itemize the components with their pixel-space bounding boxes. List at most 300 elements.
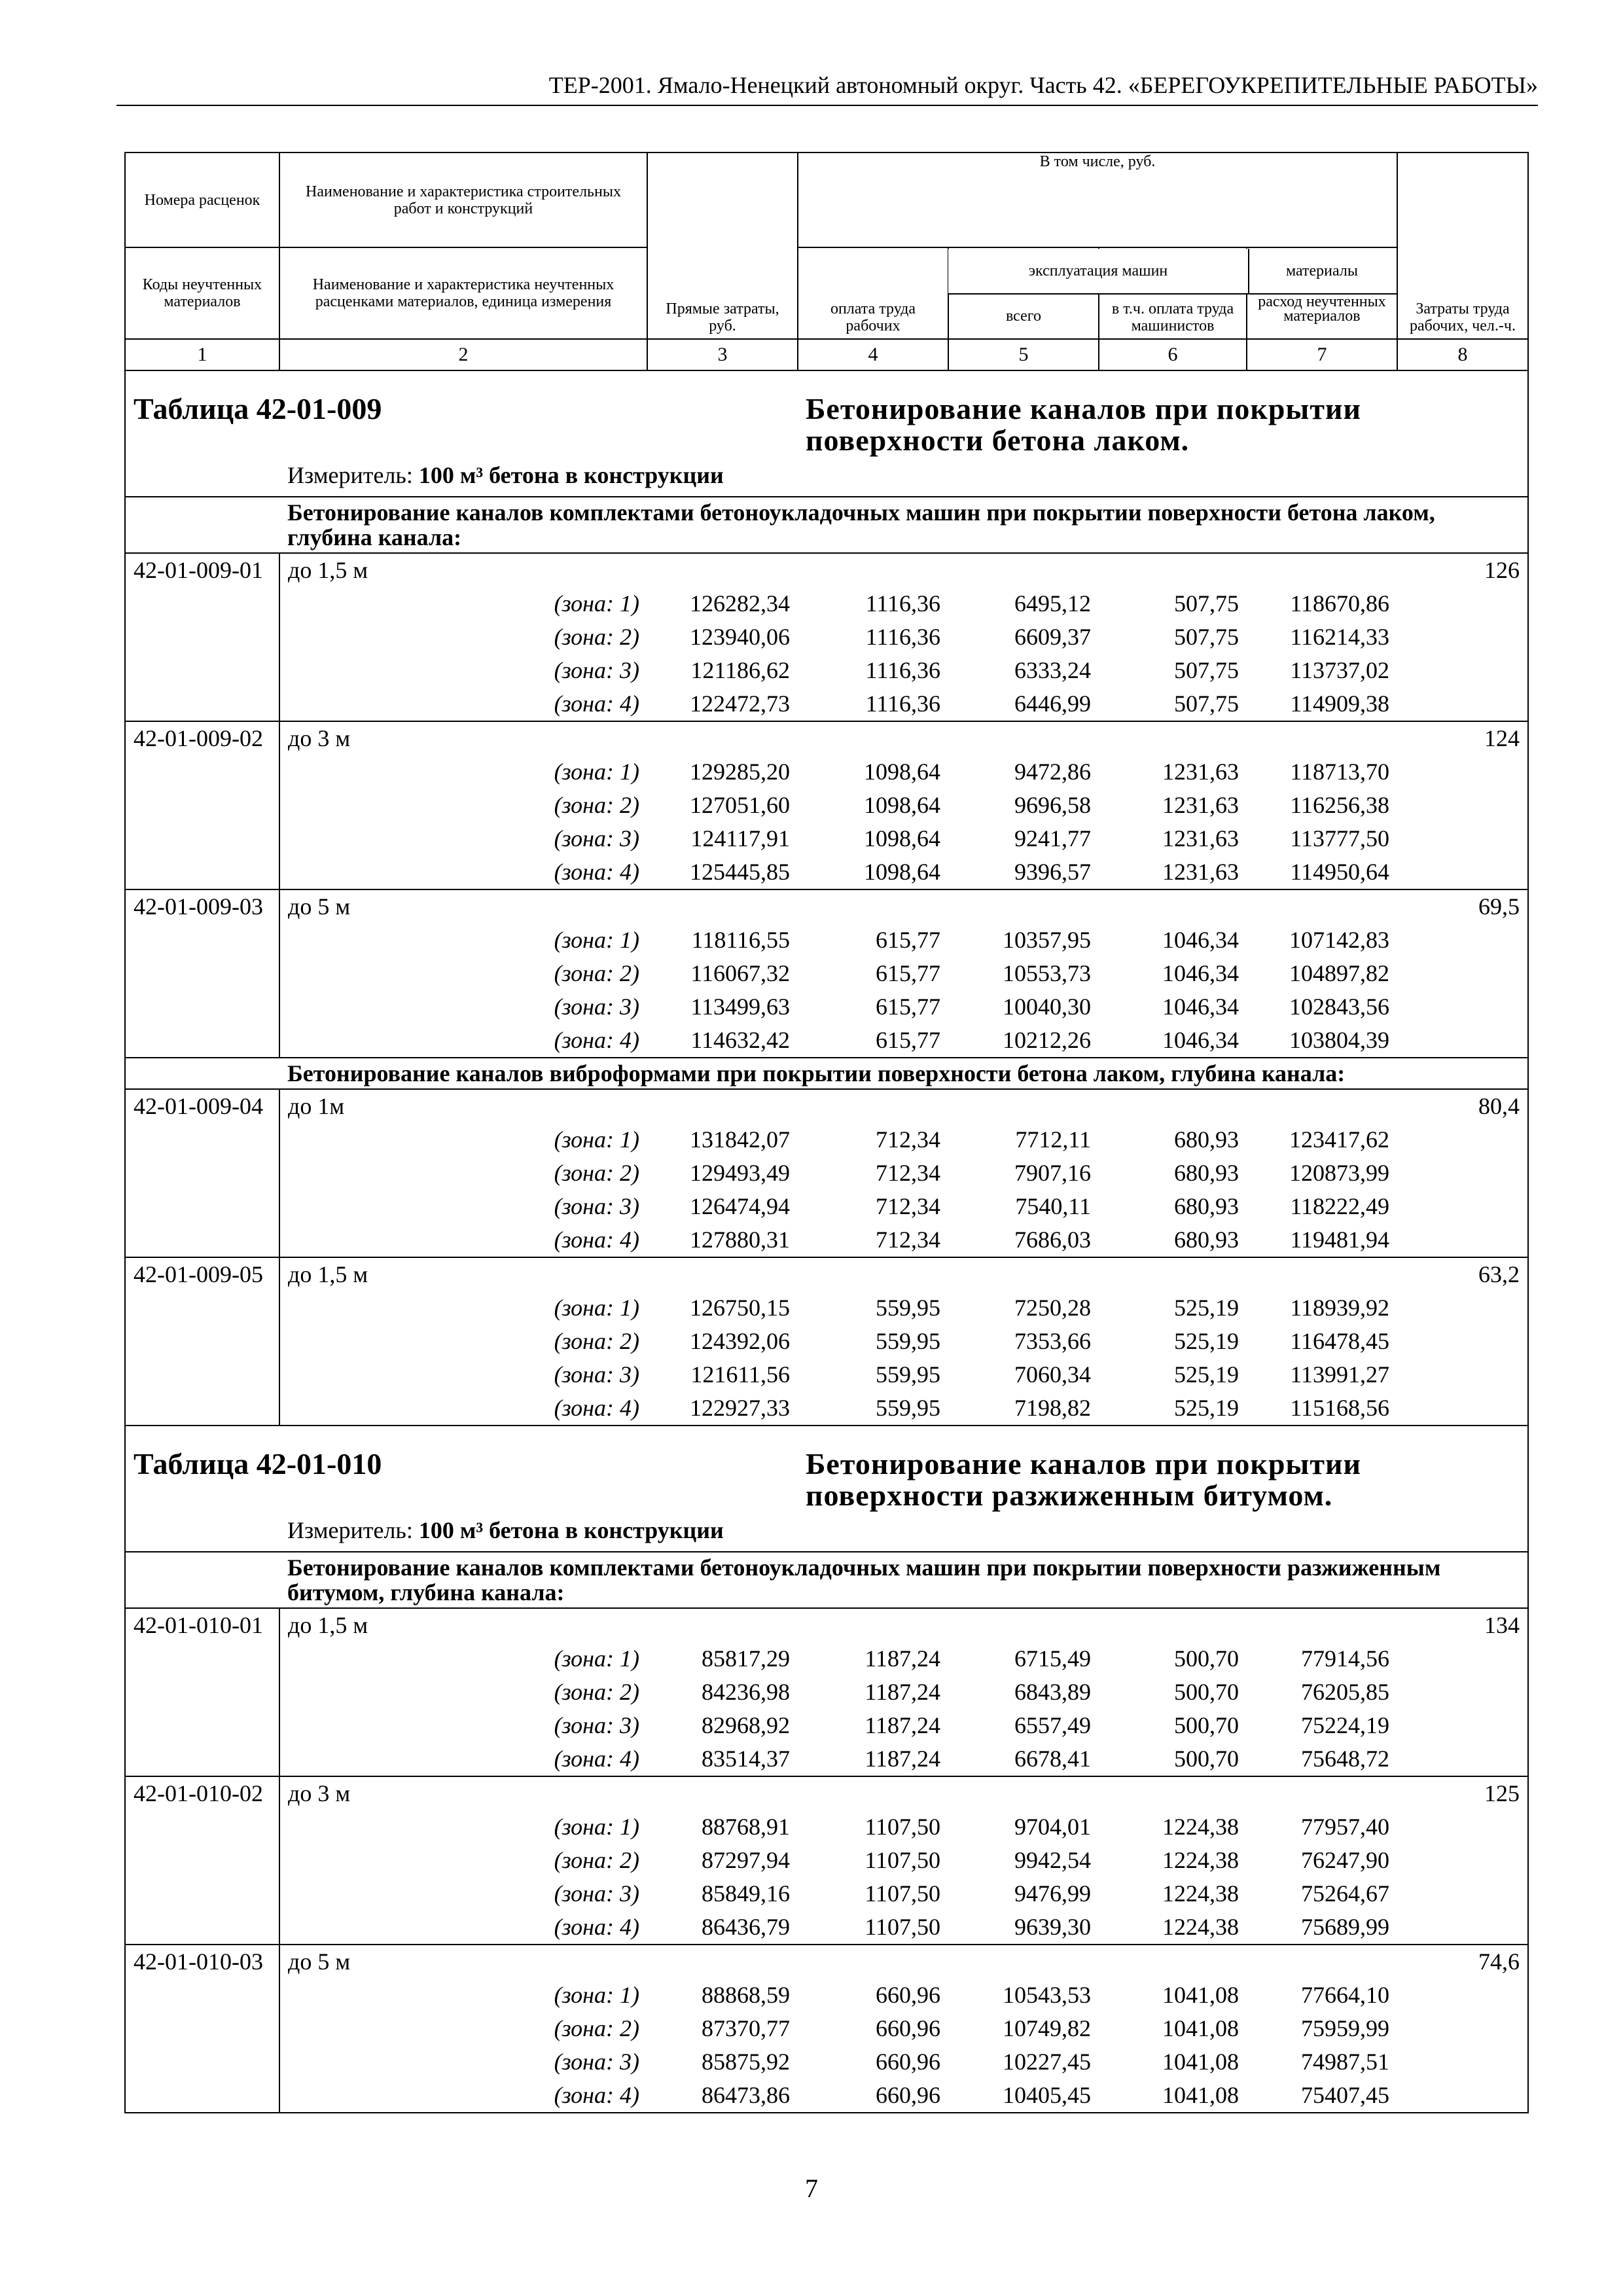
materials-cost: 118670,86 bbox=[1290, 590, 1389, 617]
machines-total: 9704,01 bbox=[1014, 1814, 1091, 1840]
materials-cost: 74987,51 bbox=[1301, 2049, 1389, 2075]
zone-row bbox=[125, 2079, 1528, 2113]
zone-row bbox=[125, 755, 1528, 789]
rate-code: 42-01-009-01 bbox=[125, 553, 279, 587]
machines-total: 9396,57 bbox=[1014, 859, 1091, 885]
rate-row bbox=[125, 1945, 1528, 1979]
code-spacer bbox=[125, 654, 279, 687]
labor-spacer bbox=[1397, 822, 1528, 855]
machinist-pay: 507,75 bbox=[1174, 590, 1239, 617]
rates-table bbox=[124, 152, 1529, 2113]
group-spacer bbox=[125, 497, 279, 553]
machines-total: 6843,89 bbox=[1014, 1679, 1091, 1705]
empty-cell bbox=[798, 1945, 948, 1979]
unit-spacer bbox=[125, 459, 279, 497]
code-spacer bbox=[125, 1024, 279, 1058]
labor-spacer bbox=[1397, 1709, 1528, 1742]
worker-pay: 559,95 bbox=[876, 1361, 940, 1388]
labor-spacer bbox=[1397, 1391, 1528, 1426]
empty-cell bbox=[1247, 1257, 1397, 1291]
worker-pay: 660,96 bbox=[876, 2049, 940, 2075]
zone-row bbox=[125, 1979, 1528, 2012]
zone-label: (зона: 2) bbox=[554, 792, 639, 818]
materials-cost: 116214,33 bbox=[1290, 624, 1389, 650]
col-header-machines-total bbox=[948, 247, 1168, 339]
materials-cost: 114909,38 bbox=[1290, 691, 1389, 717]
worker-pay: 1098,64 bbox=[864, 859, 940, 885]
machinist-pay: 525,19 bbox=[1174, 1328, 1239, 1354]
rate-code: 42-01-009-03 bbox=[125, 889, 279, 924]
zone-label: (зона: 1) bbox=[554, 1126, 639, 1153]
labor-costs: 63,2 bbox=[1397, 1257, 1528, 1291]
column-number: 6 bbox=[1099, 339, 1247, 370]
group-title: Бетонирование каналов виброформами при покрытии поверхности бетона лаком, глубина канала: bbox=[279, 1058, 1528, 1089]
zone-row bbox=[125, 1877, 1528, 1910]
machines-total: 6678,41 bbox=[1014, 1746, 1091, 1772]
page-number: 7 bbox=[805, 2174, 818, 2203]
empty-cell bbox=[798, 1089, 948, 1123]
materials-cost: 102843,56 bbox=[1289, 994, 1389, 1020]
worker-pay: 660,96 bbox=[876, 1982, 940, 2008]
machines-total: 7353,66 bbox=[1014, 1328, 1091, 1354]
empty-cell bbox=[1247, 1945, 1397, 1979]
labor-spacer bbox=[1397, 957, 1528, 990]
rate-name: до 3 м bbox=[279, 721, 647, 755]
empty-cell bbox=[647, 1776, 798, 1810]
header-title: ТЕР-2001. Ямало-Ненецкий автономный округ. Часть 42. «БЕРЕГОУКРЕПИТЕЛЬНЫЕ РАБОТЫ» bbox=[548, 72, 1538, 98]
machines-total: 10543,53 bbox=[1003, 1982, 1091, 2008]
zone-row bbox=[125, 2012, 1528, 2045]
machines-total: 7907,16 bbox=[1014, 1160, 1091, 1186]
machines-total: 6715,49 bbox=[1014, 1645, 1091, 1672]
group-heading-row bbox=[125, 1058, 1528, 1089]
worker-pay: 1098,64 bbox=[864, 792, 940, 818]
empty-cell bbox=[1099, 1089, 1247, 1123]
zone-label: (зона: 2) bbox=[554, 1160, 639, 1186]
machinist-pay: 680,93 bbox=[1174, 1126, 1239, 1153]
unit-label: Измеритель: bbox=[287, 1517, 413, 1543]
code-spacer bbox=[125, 1979, 279, 2012]
rate-code: 42-01-010-01 bbox=[125, 1608, 279, 1642]
table-unit-row bbox=[125, 459, 1528, 497]
machinist-pay: 500,70 bbox=[1174, 1645, 1239, 1672]
worker-pay: 1116,36 bbox=[865, 657, 940, 683]
code-spacer bbox=[125, 2045, 279, 2079]
column-number: 1 bbox=[125, 339, 279, 370]
machines-total: 10040,30 bbox=[1003, 994, 1091, 1020]
code-spacer bbox=[125, 620, 279, 654]
table-unit-row bbox=[125, 1514, 1528, 1552]
empty-cell bbox=[647, 1089, 798, 1123]
machinist-pay: 1041,08 bbox=[1162, 2049, 1239, 2075]
empty-cell bbox=[647, 721, 798, 755]
materials-cost: 77664,10 bbox=[1301, 1982, 1389, 2008]
rate-row bbox=[125, 889, 1528, 924]
materials-cost: 113737,02 bbox=[1290, 657, 1389, 683]
direct-costs: 124117,91 bbox=[690, 825, 790, 852]
machinist-pay: 1224,38 bbox=[1162, 1847, 1239, 1873]
empty-cell bbox=[948, 1608, 1099, 1642]
code-spacer bbox=[125, 1123, 279, 1157]
machines-total: 7712,11 bbox=[1015, 1126, 1091, 1153]
worker-pay: 559,95 bbox=[876, 1328, 940, 1354]
unit-value: 100 м³ бетона в конструкции bbox=[418, 462, 724, 488]
worker-pay: 615,77 bbox=[876, 994, 940, 1020]
labor-spacer bbox=[1397, 587, 1528, 620]
empty-cell bbox=[798, 1608, 948, 1642]
empty-cell bbox=[798, 1776, 948, 1810]
column-number: 7 bbox=[1247, 339, 1397, 370]
direct-costs: 125445,85 bbox=[690, 859, 790, 885]
zone-label: (зона: 4) bbox=[554, 1027, 639, 1053]
worker-pay: 660,96 bbox=[876, 2015, 940, 2041]
labor-spacer bbox=[1397, 990, 1528, 1024]
zone-row bbox=[125, 1391, 1528, 1426]
zone-row bbox=[125, 1642, 1528, 1676]
worker-pay: 712,34 bbox=[876, 1160, 940, 1186]
labor-costs: 124 bbox=[1397, 721, 1528, 755]
zone-row bbox=[125, 1742, 1528, 1776]
labor-costs: 126 bbox=[1397, 553, 1528, 587]
labor-spacer bbox=[1397, 620, 1528, 654]
rate-name: до 1,5 м bbox=[279, 1608, 647, 1642]
rate-code: 42-01-009-04 bbox=[125, 1089, 279, 1123]
machines-total: 10357,95 bbox=[1003, 927, 1091, 953]
empty-cell bbox=[798, 721, 948, 755]
rate-row bbox=[125, 1089, 1528, 1123]
zone-label: (зона: 2) bbox=[554, 1847, 639, 1873]
machinist-pay: 680,93 bbox=[1174, 1160, 1239, 1186]
zone-row bbox=[125, 1157, 1528, 1190]
direct-costs: 85817,29 bbox=[702, 1645, 790, 1672]
labor-spacer bbox=[1397, 654, 1528, 687]
code-spacer bbox=[125, 1325, 279, 1358]
materials-cost: 75648,72 bbox=[1301, 1746, 1389, 1772]
direct-costs: 121611,56 bbox=[690, 1361, 790, 1388]
zone-label: (зона: 3) bbox=[554, 657, 639, 683]
col-header-material-codes: Коды неучтенных материалов bbox=[125, 247, 279, 339]
machinist-pay: 1041,08 bbox=[1099, 2079, 1247, 2113]
zone-label: (зона: 3) bbox=[554, 1712, 639, 1738]
materials-cost: 114950,64 bbox=[1290, 859, 1389, 885]
table-number: Таблица 42-01-009 bbox=[125, 370, 798, 459]
materials-cost: 75407,45 bbox=[1247, 2079, 1397, 2113]
materials-cost: 118713,70 bbox=[1290, 759, 1389, 785]
worker-pay: 615,77 bbox=[876, 927, 940, 953]
group-title: Бетонирование каналов комплектами бетоноукладочных машин при покрытии поверхности бетона лаком, глубина канала: bbox=[279, 497, 1528, 553]
code-spacer bbox=[125, 687, 279, 721]
worker-pay: 1098,64 bbox=[864, 759, 940, 785]
machinist-pay: 507,75 bbox=[1174, 624, 1239, 650]
zone-row bbox=[125, 1223, 1528, 1257]
column-number: 4 bbox=[798, 339, 948, 370]
zone-row bbox=[125, 654, 1528, 687]
unit-label: Измеритель: bbox=[287, 462, 413, 488]
empty-cell bbox=[647, 1608, 798, 1642]
labor-spacer bbox=[1397, 2045, 1528, 2079]
table-unit bbox=[279, 1514, 1528, 1552]
machinist-pay: 1224,38 bbox=[1162, 1814, 1239, 1840]
zone-row bbox=[125, 1910, 1528, 1945]
code-spacer bbox=[125, 855, 279, 889]
col-header-direct-costs: Прямые затраты, руб. bbox=[647, 152, 798, 339]
empty-cell bbox=[647, 889, 798, 924]
direct-costs: 127051,60 bbox=[690, 792, 790, 818]
worker-pay: 559,95 bbox=[798, 1391, 948, 1426]
machines-total: 10212,26 bbox=[1003, 1027, 1091, 1053]
materials-cost: 107142,83 bbox=[1289, 927, 1389, 953]
machinist-pay: 507,75 bbox=[1174, 657, 1239, 683]
empty-cell bbox=[948, 553, 1099, 587]
materials-cost: 103804,39 bbox=[1289, 1027, 1389, 1053]
worker-pay: 1107,50 bbox=[865, 1814, 940, 1840]
zone-label: (зона: 2) bbox=[554, 1328, 639, 1354]
zone-label: (зона: 2) bbox=[554, 1679, 639, 1705]
machines-total: 9241,77 bbox=[1014, 825, 1091, 852]
materials-cost: 113777,50 bbox=[1290, 825, 1389, 852]
machines-total: 9942,54 bbox=[1014, 1847, 1091, 1873]
worker-pay: 1187,24 bbox=[865, 1679, 940, 1705]
empty-cell bbox=[647, 1257, 798, 1291]
labor-spacer bbox=[1397, 924, 1528, 957]
code-spacer bbox=[125, 1742, 279, 1776]
table-body bbox=[125, 370, 1528, 2113]
worker-pay: 1187,24 bbox=[865, 1645, 940, 1672]
rate-name: до 5 м bbox=[279, 889, 647, 924]
zone-label: (зона: 1) bbox=[554, 759, 639, 785]
col-header-machines: эксплуатация машин bbox=[948, 249, 1249, 295]
empty-cell bbox=[948, 1257, 1099, 1291]
empty-cell bbox=[1247, 1089, 1397, 1123]
empty-cell bbox=[647, 553, 798, 587]
code-spacer bbox=[125, 1190, 279, 1223]
worker-pay: 1187,24 bbox=[865, 1746, 940, 1772]
worker-pay: 615,77 bbox=[876, 1027, 940, 1053]
code-spacer bbox=[125, 1223, 279, 1257]
group-heading-row bbox=[125, 1552, 1528, 1608]
empty-cell bbox=[1099, 889, 1247, 924]
rate-name: до 1,5 м bbox=[279, 1257, 647, 1291]
machinist-pay: 500,70 bbox=[1174, 1679, 1239, 1705]
direct-costs: 88868,59 bbox=[702, 1982, 790, 2008]
direct-costs: 129493,49 bbox=[690, 1160, 790, 1186]
empty-cell bbox=[1099, 1257, 1247, 1291]
labor-spacer bbox=[1397, 1910, 1528, 1945]
col-header-work-name: Наименование и характеристика строительных работ и конструкций bbox=[279, 152, 647, 247]
labor-spacer bbox=[1397, 1979, 1528, 2012]
code-spacer bbox=[125, 2079, 279, 2113]
machinist-pay: 1046,34 bbox=[1162, 1027, 1239, 1053]
zone-row bbox=[125, 1325, 1528, 1358]
machines-total: 7250,28 bbox=[1014, 1295, 1091, 1321]
column-number: 3 bbox=[647, 339, 798, 370]
direct-costs: 129285,20 bbox=[690, 759, 790, 785]
col-header-unaccounted-materials: расход неучтенных материалов bbox=[1258, 293, 1386, 325]
machinist-pay: 680,93 bbox=[1174, 1227, 1239, 1253]
direct-costs: 86473,86 bbox=[647, 2079, 798, 2113]
code-spacer bbox=[125, 1291, 279, 1325]
empty-cell bbox=[1247, 889, 1397, 924]
materials-cost: 75959,99 bbox=[1301, 2015, 1389, 2041]
materials-cost: 119481,94 bbox=[1290, 1227, 1389, 1253]
worker-pay: 712,34 bbox=[876, 1126, 940, 1153]
group-heading-row bbox=[125, 497, 1528, 553]
labor-spacer bbox=[1397, 1877, 1528, 1910]
code-spacer bbox=[125, 755, 279, 789]
machines-total: 9696,58 bbox=[1014, 792, 1091, 818]
materials-cost: 77957,40 bbox=[1301, 1814, 1389, 1840]
zone-label: (зона: 3) bbox=[554, 2049, 639, 2075]
machines-total: 7686,03 bbox=[1014, 1227, 1091, 1253]
machinist-pay: 525,19 bbox=[1099, 1391, 1247, 1426]
rates-document bbox=[124, 152, 1527, 2113]
zone-label: (зона: 1) bbox=[554, 590, 639, 617]
rate-name: до 1м bbox=[279, 1089, 647, 1123]
zone-label: (зона: 4) bbox=[279, 1391, 647, 1426]
machines-total: 7060,34 bbox=[1014, 1361, 1091, 1388]
direct-costs: 126282,34 bbox=[690, 590, 790, 617]
worker-pay: 1187,24 bbox=[865, 1712, 940, 1738]
direct-costs: 87297,94 bbox=[702, 1847, 790, 1873]
direct-costs: 113499,63 bbox=[690, 994, 790, 1020]
code-spacer bbox=[125, 924, 279, 957]
machines-total: 10749,82 bbox=[1003, 2015, 1091, 2041]
direct-costs: 124392,06 bbox=[690, 1328, 790, 1354]
code-spacer bbox=[125, 587, 279, 620]
machinist-pay: 507,75 bbox=[1174, 691, 1239, 717]
zone-label: (зона: 4) bbox=[554, 859, 639, 885]
empty-cell bbox=[1099, 1776, 1247, 1810]
zone-row bbox=[125, 1709, 1528, 1742]
code-spacer bbox=[125, 1709, 279, 1742]
rate-row bbox=[125, 721, 1528, 755]
rate-code: 42-01-009-05 bbox=[125, 1257, 279, 1291]
machinist-pay: 1224,38 bbox=[1162, 1914, 1239, 1940]
machines-total: 10553,73 bbox=[1003, 960, 1091, 986]
table-header bbox=[125, 152, 1528, 370]
materials-cost: 75264,67 bbox=[1301, 1880, 1389, 1907]
unit-value: 100 м³ бетона в конструкции bbox=[418, 1517, 724, 1543]
zone-label: (зона: 1) bbox=[554, 1814, 639, 1840]
materials-cost: 120873,99 bbox=[1289, 1160, 1389, 1186]
machinist-pay: 500,70 bbox=[1174, 1712, 1239, 1738]
empty-cell bbox=[1099, 1608, 1247, 1642]
col-header-material-names: Наименование и характеристика неучтенных расценками материалов, единица измерения bbox=[279, 247, 647, 339]
code-spacer bbox=[125, 1391, 279, 1426]
zone-row bbox=[125, 1190, 1528, 1223]
machinist-pay: 1041,08 bbox=[1162, 1982, 1239, 2008]
labor-spacer bbox=[1397, 1223, 1528, 1257]
machines-total: 9472,86 bbox=[1014, 759, 1091, 785]
empty-cell bbox=[948, 721, 1099, 755]
col-header-labor-costs: Затраты труда рабочих, чел.-ч. bbox=[1397, 152, 1528, 339]
machines-total: 10227,45 bbox=[1003, 2049, 1091, 2075]
column-number: 5 bbox=[948, 339, 1099, 370]
empty-cell bbox=[1247, 1776, 1397, 1810]
direct-costs: 116067,32 bbox=[690, 960, 790, 986]
rate-row bbox=[125, 1776, 1528, 1810]
rate-code: 42-01-009-02 bbox=[125, 721, 279, 755]
direct-costs: 126750,15 bbox=[690, 1295, 790, 1321]
zone-label: (зона: 3) bbox=[554, 1361, 639, 1388]
group-title: Бетонирование каналов комплектами бетоноукладочных машин при покрытии поверхности разжиженным битумом, глубина канала: bbox=[279, 1552, 1528, 1608]
table-title-row bbox=[125, 370, 1528, 459]
labor-costs: 134 bbox=[1397, 1608, 1528, 1642]
machines-total: 6557,49 bbox=[1014, 1712, 1091, 1738]
labor-spacer bbox=[1397, 1157, 1528, 1190]
zone-label: (зона: 4) bbox=[554, 1227, 639, 1253]
machinist-pay: 1231,63 bbox=[1162, 825, 1239, 852]
materials-cost: 76247,90 bbox=[1301, 1847, 1389, 1873]
zone-label: (зона: 2) bbox=[554, 2015, 639, 2041]
code-spacer bbox=[125, 990, 279, 1024]
col-header-rate-number: Номера расценок bbox=[125, 152, 279, 247]
materials-cost: 104897,82 bbox=[1289, 960, 1389, 986]
materials-cost: 76205,85 bbox=[1301, 1679, 1389, 1705]
empty-cell bbox=[1099, 1945, 1247, 1979]
zone-label: (зона: 1) bbox=[554, 927, 639, 953]
labor-spacer bbox=[1397, 1024, 1528, 1058]
worker-pay: 615,77 bbox=[876, 960, 940, 986]
zone-row bbox=[125, 990, 1528, 1024]
labor-costs: 125 bbox=[1397, 1776, 1528, 1810]
rate-row bbox=[125, 553, 1528, 587]
labor-spacer bbox=[1397, 1358, 1528, 1391]
materials-cost: 116478,45 bbox=[1290, 1328, 1389, 1354]
col-header-materials-consumption bbox=[1247, 247, 1397, 339]
machinist-pay: 1046,34 bbox=[1162, 960, 1239, 986]
labor-spacer bbox=[1397, 789, 1528, 822]
zone-row bbox=[125, 1291, 1528, 1325]
col-header-machinist-pay: в т.ч. оплата труда машинистов bbox=[1099, 247, 1247, 339]
direct-costs: 127880,31 bbox=[690, 1227, 790, 1253]
zone-row bbox=[125, 1123, 1528, 1157]
worker-pay: 712,34 bbox=[876, 1227, 940, 1253]
machinist-pay: 680,93 bbox=[1174, 1193, 1239, 1219]
direct-costs: 131842,07 bbox=[690, 1126, 790, 1153]
materials-cost: 123417,62 bbox=[1289, 1126, 1389, 1153]
worker-pay: 559,95 bbox=[876, 1295, 940, 1321]
labor-spacer bbox=[1397, 1642, 1528, 1676]
empty-cell bbox=[798, 553, 948, 587]
zone-label: (зона: 3) bbox=[554, 994, 639, 1020]
rate-row bbox=[125, 1257, 1528, 1291]
worker-pay: 1107,50 bbox=[865, 1914, 940, 1940]
machines-total: 9639,30 bbox=[1014, 1914, 1091, 1940]
machinist-pay: 525,19 bbox=[1174, 1361, 1239, 1388]
direct-costs: 85849,16 bbox=[702, 1880, 790, 1907]
table-title-row bbox=[125, 1426, 1528, 1514]
empty-cell bbox=[1247, 721, 1397, 755]
labor-spacer bbox=[1397, 1844, 1528, 1877]
group-spacer bbox=[125, 1552, 279, 1608]
code-spacer bbox=[125, 1910, 279, 1945]
rate-row bbox=[125, 1608, 1528, 1642]
code-spacer bbox=[125, 1676, 279, 1709]
zone-row bbox=[125, 1844, 1528, 1877]
rate-name: до 3 м bbox=[279, 1776, 647, 1810]
col-header-worker-pay: оплата труда рабочих bbox=[798, 247, 948, 339]
unit-spacer bbox=[125, 1514, 279, 1552]
direct-costs: 87370,77 bbox=[702, 2015, 790, 2041]
zone-row bbox=[125, 957, 1528, 990]
code-spacer bbox=[125, 822, 279, 855]
materials-cost: 115168,56 bbox=[1247, 1391, 1397, 1426]
direct-costs: 84236,98 bbox=[702, 1679, 790, 1705]
direct-costs: 123940,06 bbox=[690, 624, 790, 650]
labor-spacer bbox=[1397, 855, 1528, 889]
machinist-pay: 525,19 bbox=[1174, 1295, 1239, 1321]
